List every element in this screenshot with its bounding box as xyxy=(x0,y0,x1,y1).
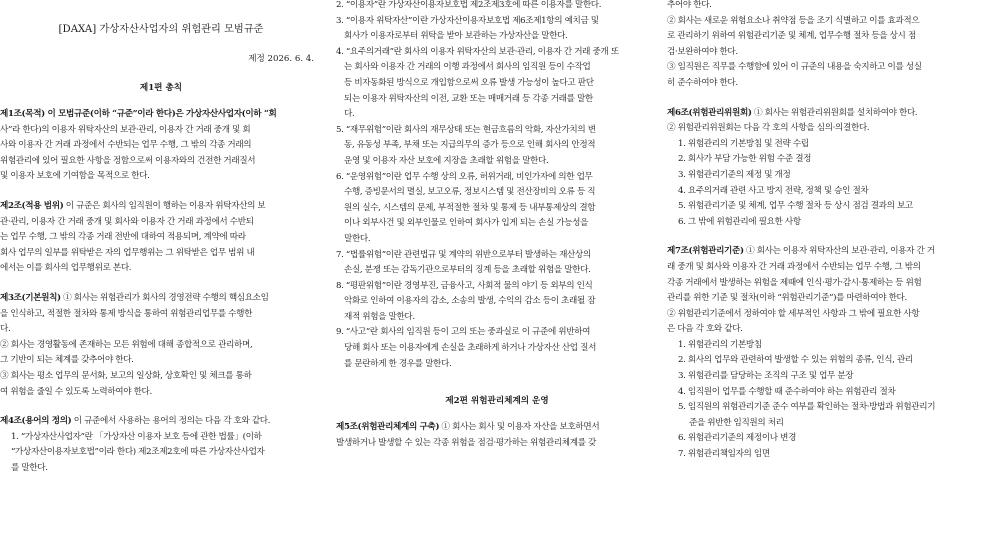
article-1-line: 위험관리에 있어 필요한 사항을 정함으로써 이용자와의 건전한 거래질서 xyxy=(0,155,256,166)
article-7-item: 7. 위험관리책임자의 임면 xyxy=(678,449,770,460)
article-7-item: 3. 위험관리를 담당하는 조직의 구조 및 업무 분장 xyxy=(678,371,854,382)
article-7-line: 래 중개 및 회사와 이용자 간 거래 과정에서 수반되는 업무 수행, 그 밖의 xyxy=(667,261,921,272)
article-4-line: 제4조(용어의 정의) 이 규준에서 사용하는 용어의 정의는 다음 각 호와 같다. xyxy=(0,416,271,427)
article-2-line: 관·관리, 이용자 간 거래 중개 및 회사와 이용자 간 거래 과정에서 수반되 xyxy=(0,216,254,227)
article-7 xyxy=(667,244,993,462)
article-6-item: 3. 위험관리기준의 제정 및 개정 xyxy=(678,169,791,180)
article-heading: 제2조(적용 범위) xyxy=(0,200,64,211)
column-right xyxy=(667,0,993,538)
article-3-line: 제3조(기본원칙) ① 회사는 위험관리가 회사의 경영전략 수행의 핵심요소임 xyxy=(0,292,269,303)
article-6-item: 6. 그 밖에 위험관리에 필요한 사항 xyxy=(678,216,801,227)
article-6-item: 5. 위험관리기준 및 체계, 업무 수행 절차 등 상시 점검 결과의 보고 xyxy=(678,201,913,212)
article-6 xyxy=(667,106,993,231)
article-5-para-2: 검·보완하여야 한다. xyxy=(667,46,738,57)
definition-6: 원의 실수, 시스템의 문제, 부적절한 절차 및 통제 등 내부통제상의 결함 xyxy=(344,202,596,213)
enactment-date: 제정 2026. 6. 4. xyxy=(248,54,314,64)
definition-1: “가상자산이용자보호법”이라 한다) 제2조제2호에 따른 가상자산사업자 xyxy=(11,447,265,458)
article-6-item: 1. 위험관리의 기본방침 및 전략 수립 xyxy=(678,138,809,149)
article-5-continued xyxy=(667,0,993,92)
article-2-line: 제2조(적용 범위) 이 규준은 회사의 임직원이 행하는 이용자 위탁자산의 보 xyxy=(0,200,266,211)
definition-4: 4. “요주의거래”란 회사의 이용자 위탁자산의 보관·관리, 이용자 간 거래 중개 또 xyxy=(336,46,619,57)
definition-8: 악화로 인하여 이용자의 감소, 소송의 발생, 수익의 감소 등이 초래될 잠 xyxy=(344,296,596,307)
definition-6: 수행, 증빙문서의 멸실, 보고오류, 정보시스템 및 전산장비의 오류 등 직 xyxy=(344,187,596,198)
article-5-para-2: ② 회사는 새로운 위험요소나 취약점 등을 조기 식별하고 이를 효과적으 xyxy=(667,15,920,26)
definition-3: 회사가 이용자로부터 위탁을 받아 보관하는 가상자산을 말한다. xyxy=(344,31,568,42)
article-7-line: 관리를 위한 기준 및 절차(이하 “위험관리기준”)를 마련하여야 한다. xyxy=(667,293,907,304)
article-heading: 제4조(용어의 정의) xyxy=(0,416,72,427)
definition-4: 는 회사와 이용자 간 거래의 이행 과정에서 회사의 임직원 등이 수작업 xyxy=(344,62,591,73)
article-1-line: 제1조(목적) 이 모범규준(이하 “규준”이라 한다)은 가상자산사업자(이하 “회 xyxy=(0,109,277,119)
definition-5: 동, 유동성 부족, 부채 또는 지급의무의 증가 등으로 인해 회사의 안정적 xyxy=(344,140,596,151)
article-1-line: 사”라 한다)의 이용자 위탁자산의 보관·관리, 이용자 간 거래 중개 및 회 xyxy=(0,124,251,135)
article-7-item: 준을 위반한 임직원의 처리 xyxy=(689,417,784,428)
column-middle xyxy=(336,0,658,538)
article-heading: 제1조(목적) xyxy=(0,109,45,119)
article-5-para-3: 히 준수하여야 한다. xyxy=(667,77,738,88)
article-heading: 제5조(위험관리체계의 구축) xyxy=(336,422,440,433)
definition-7: 손실, 분쟁 또는 감독기관으로부터의 징계 등을 초래할 위험을 말한다. xyxy=(344,265,591,276)
article-3-para-2: ② 회사는 경영활동에 존재하는 모든 위험에 대해 종합적으로 관리하며, xyxy=(0,339,253,350)
definition-8: 8. “평판위험”이란 경영부진, 금융사고, 사회적 물의 야기 등 외부의 인식 xyxy=(336,280,593,291)
article-1-line: 사와 이용자 간 거래 과정에서 수반되는 업무 수행, 그 밖의 각종 거래의 xyxy=(0,140,252,151)
article-6-para-2: ② 위험관리위원회는 다음 각 호의 사항을 심의·의결한다. xyxy=(667,123,870,134)
definition-6: 말한다. xyxy=(344,233,371,244)
article-7-item: 1. 위험관리의 기본방침 xyxy=(678,339,762,350)
article-3 xyxy=(0,291,322,400)
definition-4: 다. xyxy=(344,109,355,120)
definition-6: 이나 외부사건 및 외부인물로 인하여 회사가 입게 되는 손실 가능성을 xyxy=(344,218,589,229)
article-5-line: 제5조(위험관리체계의 구축) ① 회사는 회사 및 이용자 자산을 보호하면서 xyxy=(336,422,600,433)
article-7-para-2: 은 다음 각 호와 같다. xyxy=(667,324,743,335)
definition-5: 5. “재무위험”이란 회사의 재무상태 또는 현금흐름의 악화, 자산가치의 변 xyxy=(336,124,596,135)
chapter-2-heading: 제2편 위험관리체계의 운영 xyxy=(445,396,549,407)
definition-1: 를 말한다. xyxy=(11,462,48,473)
definition-6: 6. “운영위험”이란 업무 수행 상의 오류, 허위거래, 비인가자에 의한 업무 xyxy=(336,171,593,182)
article-7-line: 각종 거래에서 발생하는 위험을 제때에 인식·평가·감시·통제하는 등 위험 xyxy=(667,277,922,288)
article-3-line: 을 인식하고, 적절한 절차와 통제 방식을 통하여 위험관리업무를 수행한 xyxy=(0,308,253,319)
definition-8: 재적 위험을 말한다. xyxy=(344,311,415,322)
article-4 xyxy=(0,414,322,476)
article-heading: 제3조(기본원칙) xyxy=(0,292,61,303)
article-6-line: 제6조(위험관리위원회) ① 회사는 위험관리위원회를 설치하여야 한다. xyxy=(667,107,918,118)
definition-2: 2. “이용자”란 가상자산이용자보호법 제2조제3호에 따른 이용자를 말한다. xyxy=(336,0,602,10)
article-3-para-3: 여 위험을 줄일 수 있도록 노력하여야 한다. xyxy=(0,386,152,397)
article-7-item: 6. 위험관리기준의 제정이나 변경 xyxy=(678,433,797,444)
article-6-item: 4. 요주의거래 관련 사고 방지 전략, 정책 및 승인 절차 xyxy=(678,185,869,196)
document-title: [DAXA] 가상자산사업자의 위험관리 모범규준 xyxy=(58,24,264,35)
definition-9: 를 문란하게 한 경우를 말한다. xyxy=(344,358,452,369)
article-5-line: 발생하거나 발생할 수 있는 각종 위험을 점검·평가하는 위험관리체계를 갖 xyxy=(336,437,596,448)
article-3-para-3: ③ 회사는 평소 업무의 문서화, 보고의 일상화, 상호확인 및 체크를 통하 xyxy=(0,370,252,381)
article-5-para-3: ③ 임직원은 직무를 수행함에 있어 이 규준의 내용을 숙지하고 이를 성실 xyxy=(667,62,922,73)
article-3-line: 다. xyxy=(0,324,11,335)
definition-3: 3. “이용자 위탁자산”이란 가상자산이용자보호법 제6조제1항의 예치금 및 xyxy=(336,15,599,26)
definition-1: 1. “가상자산사업자”란 「가상자산 이용자 보호 등에 관한 법률」(이하 xyxy=(11,431,262,442)
article-2-line: 는 업무 수행, 그 밖의 각종 거래 전반에 대하여 적용되며, 계약에 따라 xyxy=(0,232,246,243)
article-7-para-2: ② 위험관리기준에서 정하여야 할 세부적인 사항과 그 밖에 필요한 사항 xyxy=(667,308,920,319)
article-5 xyxy=(336,420,658,451)
article-5-line: 추어야 한다. xyxy=(667,0,712,10)
article-2-line: 에서는 이를 회사의 업무행위로 본다. xyxy=(0,263,132,274)
article-1-line: 및 이용자 보호에 기여함을 목적으로 한다. xyxy=(0,171,150,182)
article-7-item: 2. 회사의 업무와 관련하여 발생할 수 있는 위험의 종류, 인식, 관리 xyxy=(678,355,913,366)
definition-4: 되는 이용자 위탁자산의 이전, 교환 또는 매매거래 등 각종 거래를 말한 xyxy=(344,93,593,104)
article-7-item: 5. 임직원의 위험관리기준 준수 여부를 확인하는 절차·방법과 위험관리기 xyxy=(678,402,936,413)
article-3-para-2: 그 기반이 되는 체계를 갖추어야 한다. xyxy=(0,355,134,366)
article-heading: 제6조(위험관리위원회) xyxy=(667,107,752,118)
chapter-1-heading: 제1편 총칙 xyxy=(139,83,183,93)
article-6-item: 2. 회사가 부담 가능한 위험 수준 결정 xyxy=(678,154,812,165)
article-2-line: 회사 업무의 일부를 위탁받은 자의 업무행위는 그 위탁받은 업무 범위 내 xyxy=(0,247,255,258)
article-5-para-2: 로 관리하기 위하여 위험관리기준 및 체계, 업무수행 절차 등을 상시 점 xyxy=(667,31,916,42)
definition-9: 당해 회사 또는 이용자에게 손실을 초래하게 하거나 가상자산 산업 질서 xyxy=(344,343,597,354)
article-7-line: 제7조(위험관리기준) ① 회사는 이용자 위탁자산의 보관·관리, 이용자 간 거 xyxy=(667,246,935,257)
definition-9: 9. “사고”란 회사의 임직원 등이 고의 또는 중과실로 이 규준에 위반하여 xyxy=(336,327,591,338)
article-1 xyxy=(0,107,322,185)
definitions xyxy=(336,0,658,372)
definition-7: 7. “법률위험”이란 관련법규 및 계약의 위반으로부터 발생하는 재산상의 xyxy=(336,249,591,260)
article-2 xyxy=(0,199,322,277)
definition-4: 등 비자동화된 방식으로 개입함으로써 오류 발생 가능성이 높다고 판단 xyxy=(344,77,594,88)
article-7-item: 4. 임직원이 업무를 수행할 때 준수하여야 하는 위험관리 절차 xyxy=(678,386,896,397)
definition-5: 운영 및 이용자 자산 보호에 지장을 초래할 위험을 말한다. xyxy=(344,155,549,166)
column-left xyxy=(0,0,322,538)
article-heading: 제7조(위험관리기준) xyxy=(667,246,744,257)
